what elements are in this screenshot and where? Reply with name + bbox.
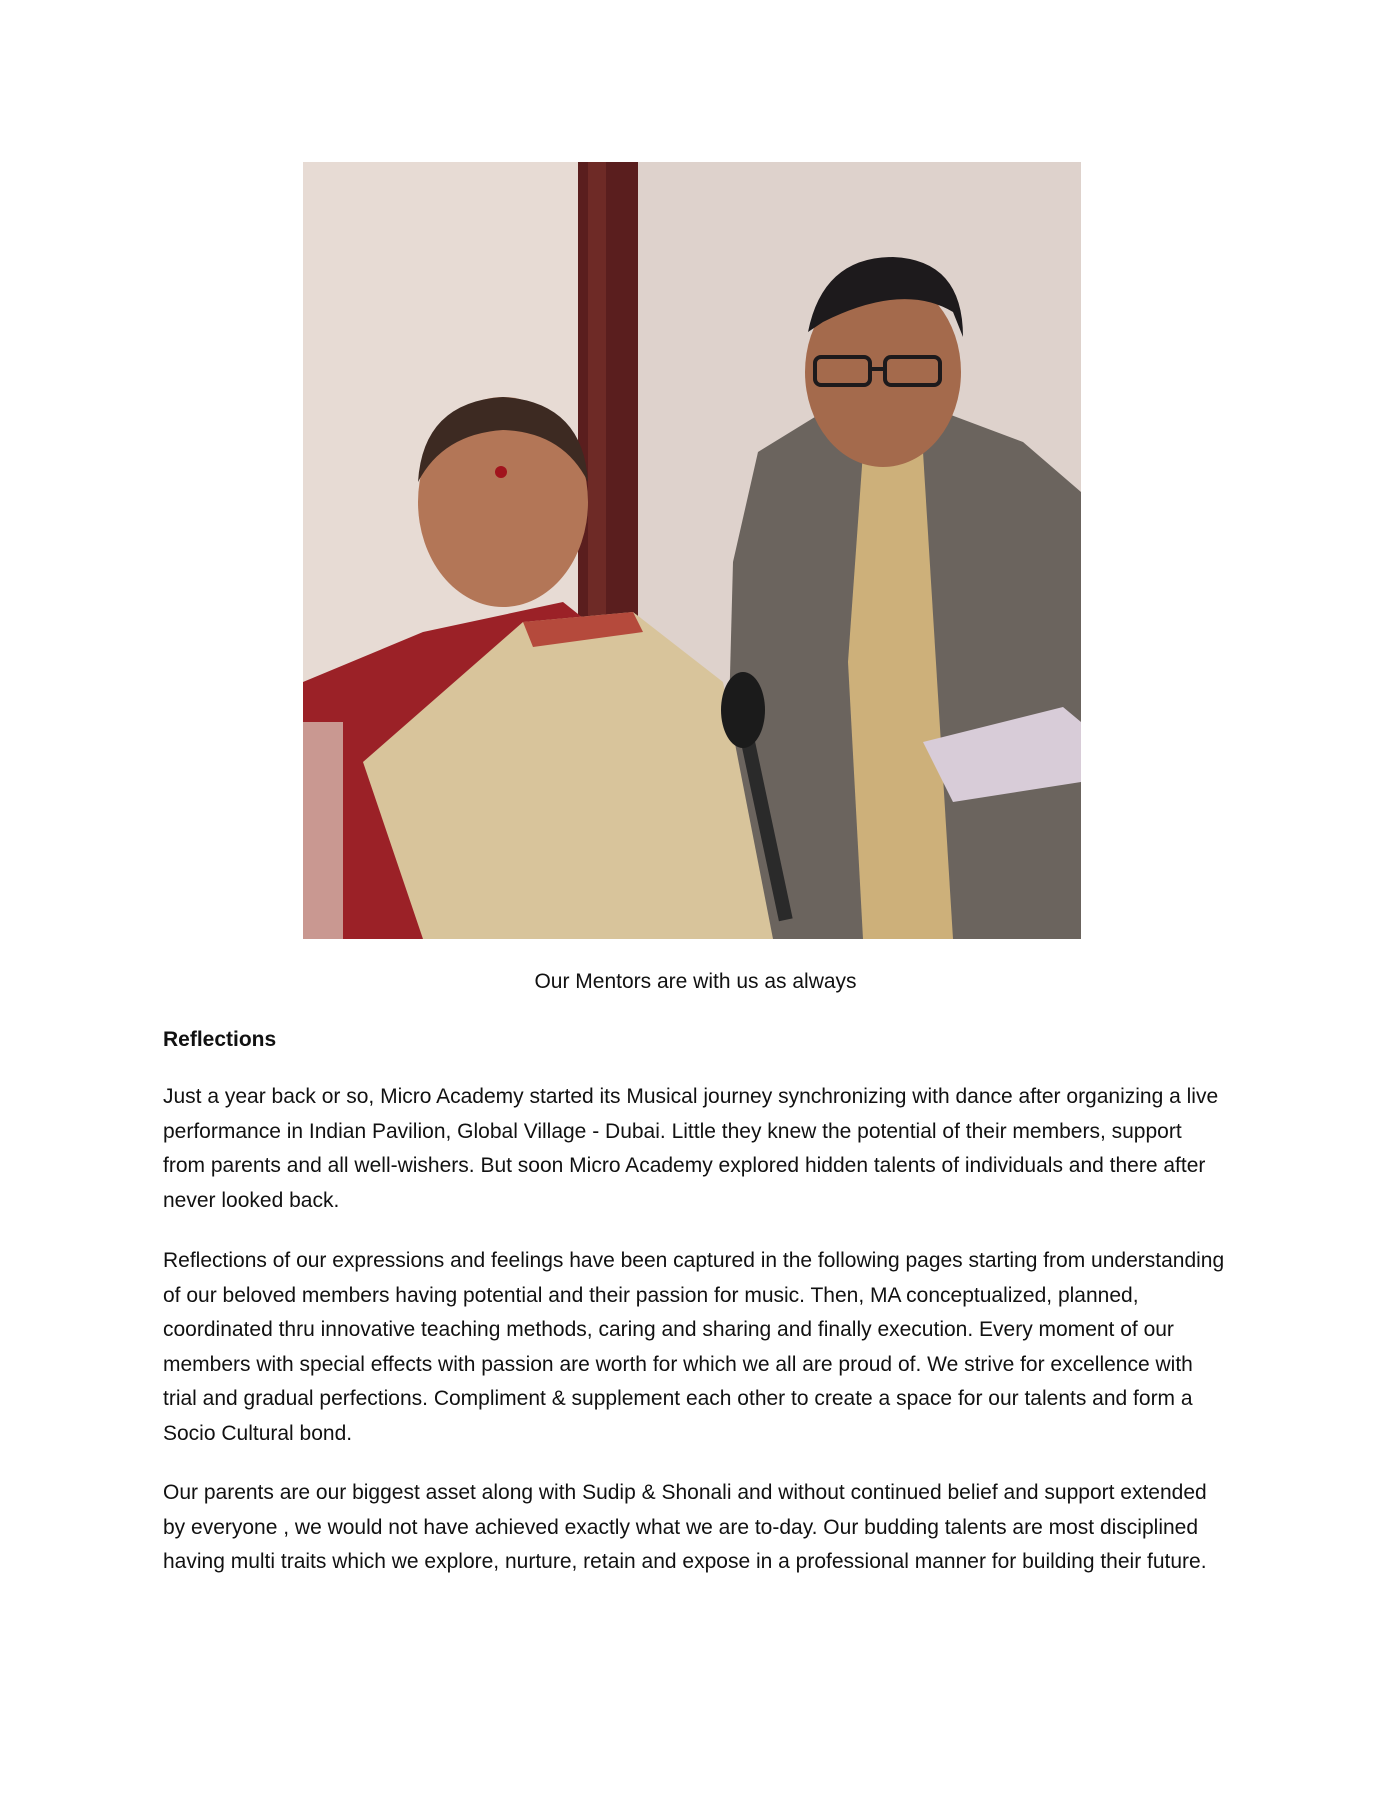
photo-caption: Our Mentors are with us as always [534, 970, 857, 993]
mentors-photo-illustration [303, 162, 1081, 939]
section-heading: Reflections [163, 1028, 277, 1051]
mentors-photo [303, 162, 1081, 939]
paragraph-intro: Just a year back or so, Micro Academy started its Musical journey synchronizing with dance after organizing a live performance in Indian Pavilion, Global Village - Dubai. Little they knew the potential of their members, support from parents and all well-wishers. But soon Micro Academy explored hidden talents of individuals and there after never looked back. [163, 1085, 1219, 1212]
paragraph-reflections: Reflections of our expressions and feelings have been captured in the following pages starting from understanding of our beloved members having potential and their passion for music. Then, MA conceptualized, planned, coordinated thru innovative teaching methods, caring and sharing and finally execution. Every moment of our members with special effects with passion are worth for which we all are proud of. We strive for excellence with trial and gradual perfections. Compliment & supplement each other to create a space for our talents and form a Socio Cultural bond. [163, 1249, 1225, 1445]
paragraph-parents: Our parents are our biggest asset along with Sudip & Shonali and without continued belief and support extended by everyone , we would not have achieved exactly what we are to-day. Our budding talents are most disciplined having multi traits which we explore, nurture, retain and expose in a professional manner for building their future. [163, 1481, 1207, 1574]
